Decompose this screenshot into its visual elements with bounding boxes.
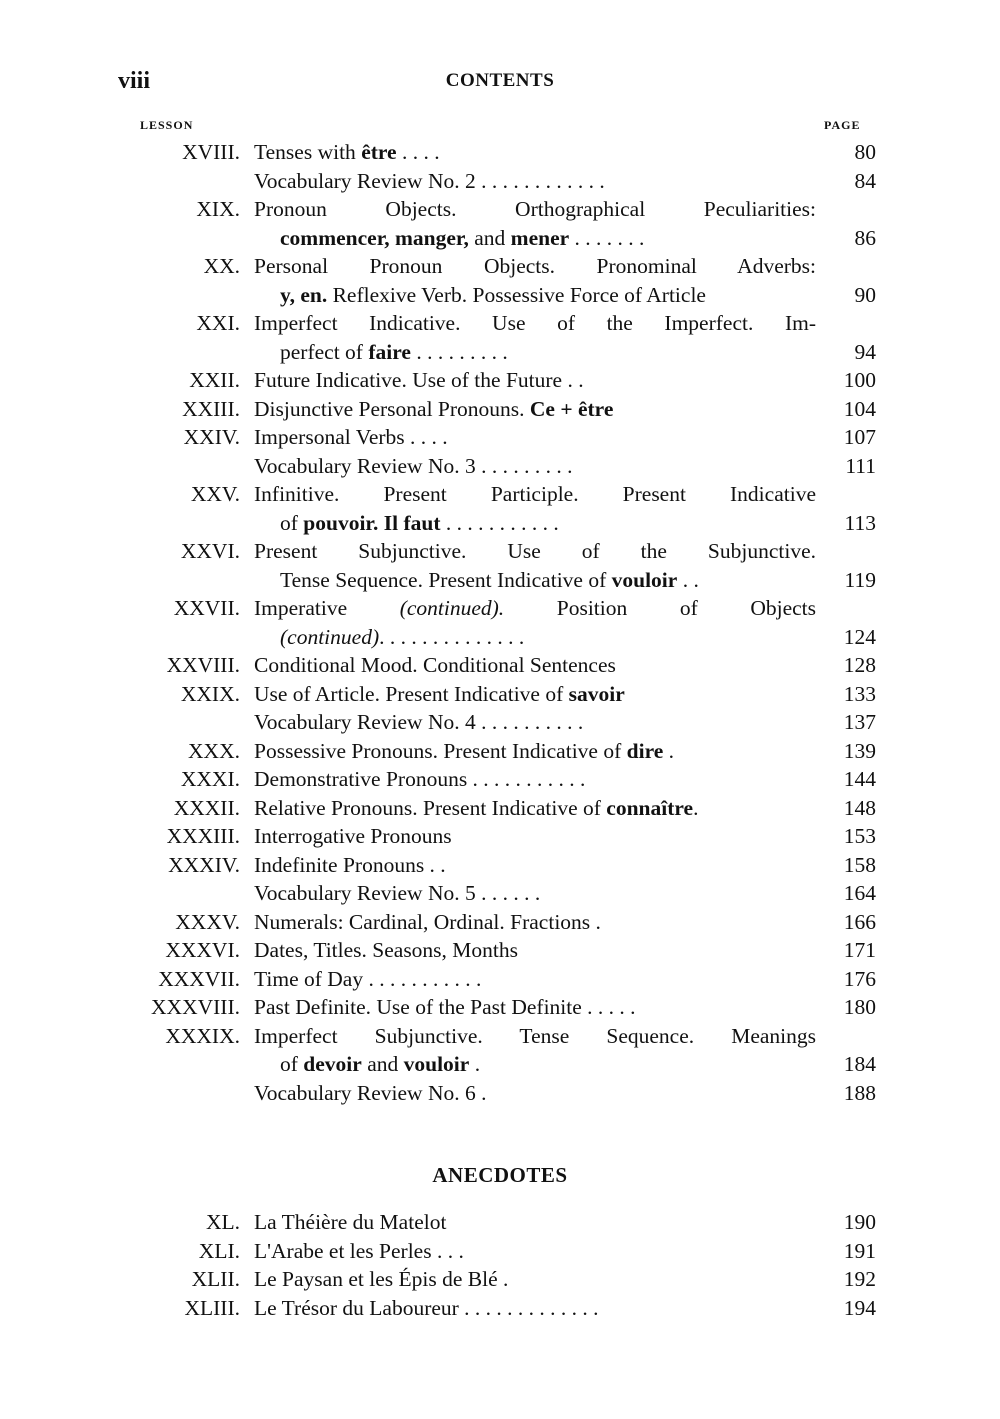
lesson-title: Conditional Mood. Conditional Sentences: [254, 653, 616, 677]
contents-list: [0, 138, 1000, 1107]
lesson-title-continued: (continued). . . . . . . . . . . . . .: [280, 624, 525, 649]
page-ref: 148: [843, 795, 876, 820]
lesson-number: XXX.: [188, 738, 240, 763]
anecdote-title: Le Trésor du Laboureur . . . . . . . . . . . . .: [254, 1295, 599, 1320]
contents-row: [0, 423, 1000, 452]
page-ref: 113: [844, 510, 876, 535]
contents-row: [0, 566, 1000, 595]
lesson-number: XXXIX.: [165, 1023, 240, 1048]
page-ref: 94: [854, 339, 876, 364]
contents-row: [0, 908, 1000, 937]
contents-row: [0, 309, 1000, 338]
lesson-number: XX.: [203, 254, 240, 278]
lesson-title: Indefinite Pronouns . .: [254, 852, 446, 877]
page-ref: 144: [843, 767, 876, 791]
contents-row: [0, 851, 1000, 880]
lesson-number: XXV.: [190, 482, 240, 506]
page-ref: 80: [854, 140, 876, 164]
page-ref: 164: [843, 881, 876, 905]
lesson-title-continued: y, en. Reflexive Verb. Possessive Force of Article: [280, 282, 706, 307]
anecdote-title: La Théière du Matelot: [254, 1210, 447, 1234]
lesson-title: Past Definite. Use of the Past Definite . . . . .: [254, 995, 636, 1019]
lesson-number: XXXIII.: [166, 824, 240, 848]
contents-row: [0, 1022, 1000, 1051]
lesson-title: Disjunctive Personal Pronouns. Ce + être: [254, 396, 614, 421]
page-ref: 176: [843, 966, 876, 991]
lesson-title: Vocabulary Review No. 3 . . . . . . . . .: [254, 453, 573, 478]
lesson-title: Use of Article. Present Indicative of savoir: [254, 681, 625, 706]
contents-row: [0, 480, 1000, 509]
anecdote-row: [0, 1265, 1000, 1294]
contents-row: [0, 737, 1000, 766]
lesson-title: Relative Pronouns. Present Indicative of connaître.: [254, 795, 699, 820]
running-head: CONTENTS: [445, 70, 555, 91]
anecdotes-list: [0, 1208, 1000, 1322]
page-ref: 133: [843, 681, 876, 706]
contents-row: [0, 651, 1000, 680]
lesson-number: XXXI.: [180, 767, 240, 791]
lesson-title-continued: of pouvoir. Il faut . . . . . . . . . . .: [280, 510, 559, 535]
lesson-number: XL.: [205, 1210, 240, 1234]
lesson-title: Imperfect Subjunctive. Tense Sequence. Meanings: [254, 1023, 816, 1048]
lesson-title: Imperfect Indicative. Use of the Imperfect. Im-: [254, 311, 816, 335]
lesson-number: XXII.: [189, 368, 240, 392]
lesson-title: Time of Day . . . . . . . . . . .: [254, 966, 482, 991]
lesson-title: Pronoun Objects. Orthographical Peculiarities:: [254, 197, 816, 221]
lesson-column-heading: LESSON: [140, 118, 194, 132]
anecdote-title: L'Arabe et les Perles . . .: [254, 1238, 464, 1263]
contents-row: [0, 138, 1000, 167]
contents-row: [0, 623, 1000, 652]
lesson-title: Personal Pronoun Objects. Pronominal Adverbs:: [254, 254, 816, 278]
contents-row: [0, 338, 1000, 367]
page-ref: 153: [843, 824, 876, 848]
page-column-heading: PAGE: [824, 118, 861, 132]
lesson-number: XXIX.: [180, 681, 240, 706]
contents-row: [0, 366, 1000, 395]
contents-row: [0, 708, 1000, 737]
contents-row: [0, 195, 1000, 224]
page-ref: 191: [843, 1238, 876, 1263]
lesson-title: Impersonal Verbs . . . .: [254, 425, 448, 449]
lesson-title: Possessive Pronouns. Present Indicative of dire .: [254, 738, 675, 763]
anecdote-row: [0, 1294, 1000, 1323]
lesson-title-continued: commencer, manger, and mener . . . . . . .: [280, 225, 645, 250]
contents-row: [0, 395, 1000, 424]
lesson-title: Dates, Titles. Seasons, Months: [254, 938, 519, 962]
page-ref: 184: [843, 1052, 876, 1076]
contents-row: [0, 965, 1000, 994]
page-ref: 119: [844, 567, 876, 592]
contents-row: [0, 993, 1000, 1022]
lesson-title: Infinitive. Present Participle. Present Indicative: [254, 482, 816, 506]
page-ref: 104: [843, 396, 876, 421]
lesson-number: XVIII.: [182, 140, 240, 164]
lesson-number: XXVII.: [173, 596, 240, 620]
contents-row: [0, 765, 1000, 794]
page-ref: 171: [843, 938, 876, 962]
contents-row: [0, 281, 1000, 310]
contents-row: [0, 224, 1000, 253]
contents-row: [0, 452, 1000, 481]
contents-row: [0, 1050, 1000, 1079]
lesson-title: Tenses with être . . . .: [254, 140, 440, 164]
lesson-title: Vocabulary Review No. 6 .: [254, 1080, 487, 1105]
contents-row: [0, 1079, 1000, 1108]
lesson-number: XXXVI.: [165, 938, 240, 962]
page-ref: 158: [843, 852, 876, 877]
contents-row: [0, 936, 1000, 965]
contents-row: [0, 509, 1000, 538]
lesson-number: XXI.: [196, 311, 240, 335]
contents-row: [0, 822, 1000, 851]
page-ref: 180: [843, 995, 876, 1019]
page-ref: 166: [843, 909, 876, 934]
page-ref: 194: [843, 1295, 876, 1320]
contents-row: [0, 680, 1000, 709]
page-ref: 128: [843, 653, 876, 677]
lesson-title-continued: perfect of faire . . . . . . . . .: [280, 339, 508, 364]
page-ref: 111: [845, 453, 876, 478]
page-ref: 84: [854, 168, 876, 193]
page-ref: 107: [843, 425, 876, 449]
page-ref: 139: [843, 738, 876, 763]
lesson-title: Vocabulary Review No. 4 . . . . . . . . . .: [254, 710, 584, 734]
lesson-number: XLI.: [198, 1238, 240, 1263]
lesson-title: Vocabulary Review No. 2 . . . . . . . . . . . .: [254, 168, 605, 193]
lesson-number: XXIII.: [182, 396, 240, 421]
contents-row: [0, 167, 1000, 196]
lesson-number: XLII.: [191, 1267, 240, 1291]
lesson-title: Numerals: Cardinal, Ordinal. Fractions .: [254, 909, 601, 934]
contents-row: [0, 794, 1000, 823]
lesson-number: XXXVIII.: [151, 995, 240, 1019]
lesson-title: Present Subjunctive. Use of the Subjunctive.: [254, 539, 816, 563]
contents-row: [0, 252, 1000, 281]
lesson-number: XXVI.: [180, 539, 240, 563]
lesson-number: XXVIII.: [166, 653, 240, 677]
lesson-title: Future Indicative. Use of the Future . .: [254, 368, 584, 392]
page-ref: 86: [854, 225, 876, 250]
page-ref: 90: [854, 282, 876, 307]
lesson-title: Imperative (continued). Position of Objects: [254, 596, 816, 620]
page-ref: 192: [843, 1267, 876, 1291]
contents-row: [0, 594, 1000, 623]
page-ref: 137: [843, 710, 876, 734]
page-ref: 190: [843, 1210, 876, 1234]
lesson-number: XXXIV.: [168, 852, 240, 877]
contents-row: [0, 879, 1000, 908]
lesson-number: XXXVII.: [158, 966, 240, 991]
lesson-title: Interrogative Pronouns: [254, 824, 452, 848]
lesson-number: XXXII.: [173, 795, 240, 820]
lesson-number: XXIV.: [183, 425, 240, 449]
lesson-number: XLIII.: [184, 1295, 240, 1320]
page-ref: 124: [843, 624, 876, 649]
page-ref: 188: [843, 1080, 876, 1105]
anecdotes-heading: ANECDOTES: [432, 1163, 568, 1187]
anecdote-row: [0, 1237, 1000, 1266]
lesson-title: Vocabulary Review No. 5 . . . . . .: [254, 881, 541, 905]
lesson-title: Demonstrative Pronouns . . . . . . . . . . .: [254, 767, 586, 791]
lesson-number: XXXV.: [175, 909, 240, 934]
anecdote-row: [0, 1208, 1000, 1237]
lesson-number: XIX.: [196, 197, 240, 221]
lesson-title-continued: Tense Sequence. Present Indicative of vouloir . .: [280, 567, 699, 592]
contents-row: [0, 537, 1000, 566]
anecdote-title: Le Paysan et les Épis de Blé .: [254, 1267, 509, 1291]
page-number: viii: [118, 68, 151, 94]
page-ref: 100: [843, 368, 876, 392]
lesson-title-continued: of devoir and vouloir .: [280, 1052, 481, 1076]
